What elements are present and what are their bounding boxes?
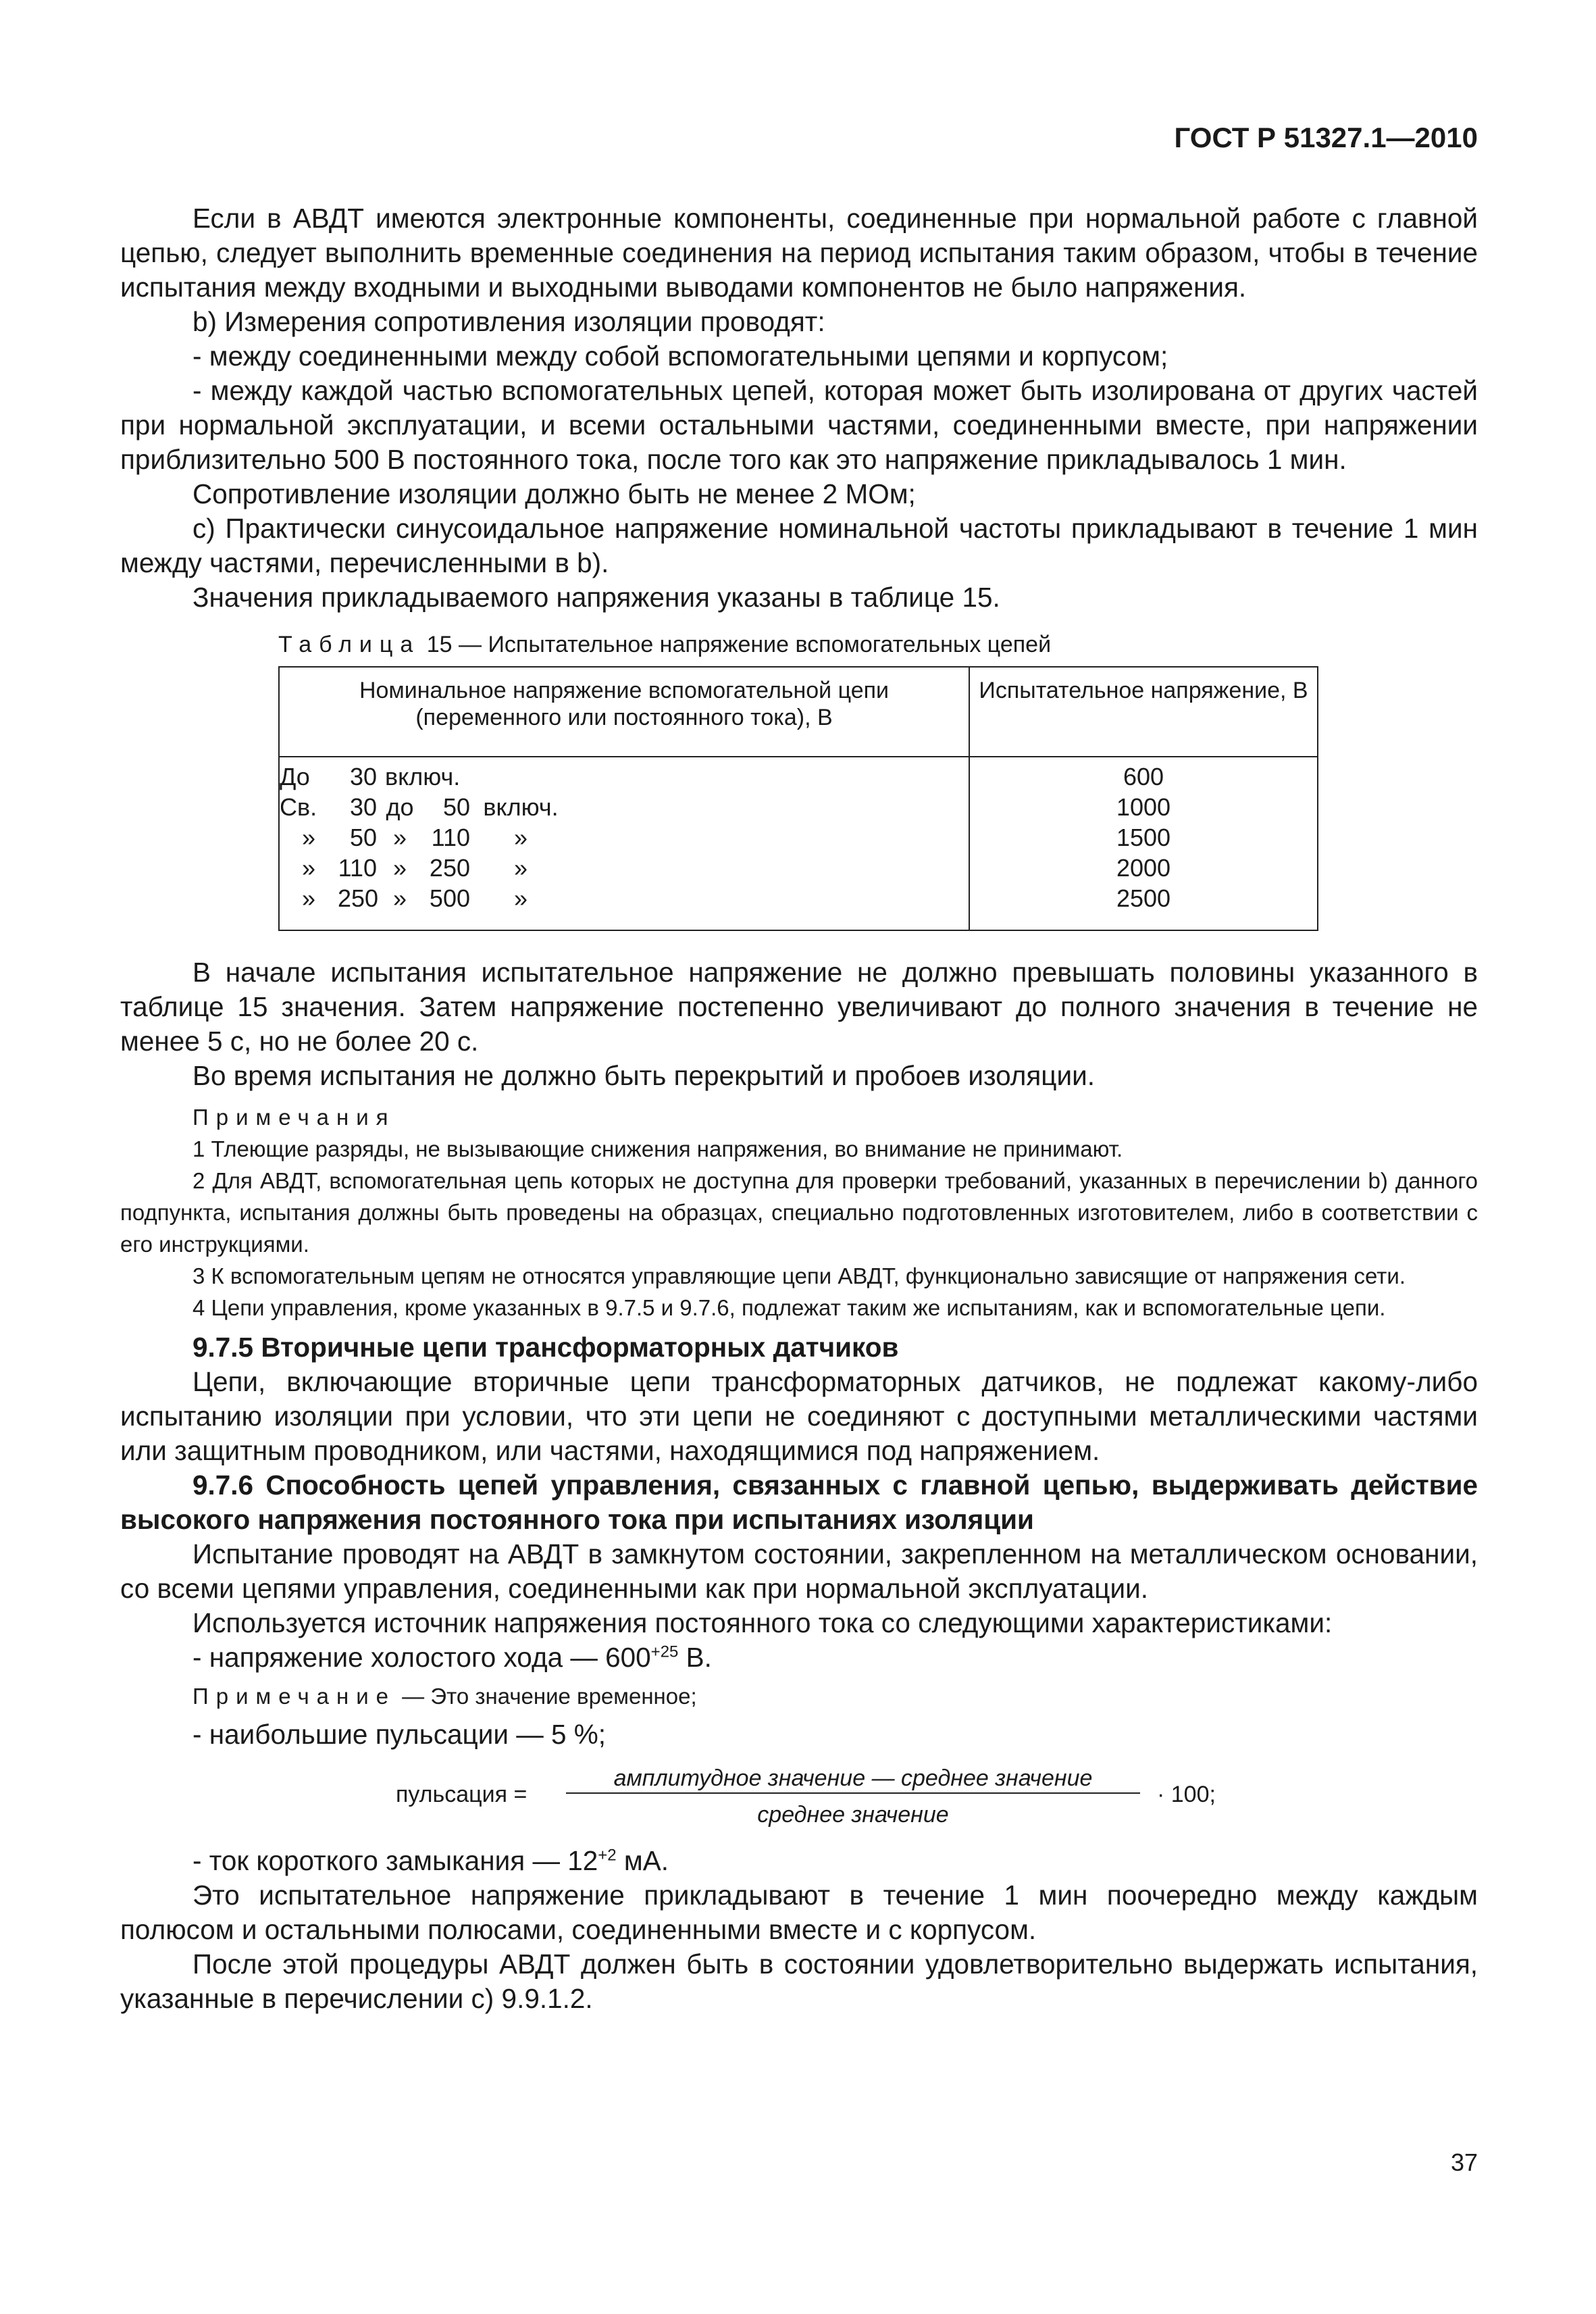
superscript: +25 (650, 1642, 679, 1661)
cell: 2500 (1116, 884, 1171, 912)
paragraph: c) Практически синусоидальное напряжение номинальной частоты прикладывают в течение 1 мин между частями, перечисленными в b). (120, 513, 1478, 578)
cell: 110 (431, 824, 470, 851)
cell: 600 (1123, 763, 1164, 790)
cell: 50 (349, 824, 377, 851)
paragraph: В начале испытания испытательное напряжение не должно превышать половины указанного в таблице 15 значения. Затем напряжение постепенно увеличивают до полного значения в течение не менее 5 с, но не более 20 с. (120, 957, 1478, 1057)
text: мА. (616, 1845, 669, 1876)
formula-multiplier: · 100; (1157, 1782, 1216, 1807)
table-header-nominal-voltage (279, 667, 969, 757)
table-caption-word: Таблица (278, 632, 421, 657)
cell: 1500 (1116, 824, 1171, 851)
cell: » (513, 884, 528, 912)
paragraph: Если в АВДТ имеются электронные компоненты, соединенные при нормальной работе с главной цепью, следует выполнить временные соединения на период испытания таким образом, чтобы в течение испытания между входными и выходными выводами компонентов не было напряжения. (120, 203, 1478, 303)
paragraph: Используется источник напряжения постоянного тока со следующими характеристиками: (192, 1607, 1333, 1638)
paragraph: - между соединенными между собой вспомогательными цепями и корпусом; (192, 341, 1168, 372)
cell: 110 (338, 854, 377, 882)
table-row (280, 853, 969, 883)
document-header: ГОСТ Р 51327.1—2010 (1174, 122, 1478, 153)
text: В. (678, 1642, 712, 1673)
paragraph: b) Измерения сопротивления изоляции проводят: (192, 306, 825, 337)
paragraph: Испытание проводят на АВДТ в замкнутом состоянии, закрепленном на металлическом основании, со всеми цепями управления, соединенными как при нормальной эксплуатации. (120, 1538, 1478, 1604)
paragraph: - между каждой частью вспомогательных цепей, которая может быть изолирована от других частей при нормальной эксплуатации, и всеми остальными частями, соединенными вместе, при напряжении приблизительно 500 В постоянного тока, после того как это напряжение прикладывалось 1 мин. (120, 375, 1478, 475)
cell: до (386, 793, 414, 821)
cell: Св. (280, 793, 317, 821)
note-word: Примечание (192, 1684, 396, 1709)
table-caption (120, 630, 1478, 659)
note-item: 3 К вспомогательным цепям не относятся управляющие цепи АВДТ, функционально зависящие от напряжения сети. (192, 1263, 1406, 1288)
table-header-row (279, 667, 1318, 757)
paragraph: Это испытательное напряжение прикладывают в течение 1 мин поочередно между каждым полюсом и остальными полюсами, соединенными вместе и с корпусом. (120, 1880, 1478, 1945)
notes-block (120, 1101, 1478, 1324)
cell: 250 (429, 854, 470, 882)
paragraph: Значения прикладываемого напряжения указаны в таблице 15. (192, 582, 1000, 613)
note-text: — Это значение временное; (396, 1684, 697, 1709)
table-row (280, 792, 969, 822)
cell: 2000 (1116, 854, 1171, 882)
paragraph: Во время испытания не должно быть перекрытий и пробоев изоляции. (192, 1060, 1095, 1091)
cell: » (301, 884, 316, 912)
cell: 1000 (1116, 793, 1171, 821)
cell: 250 (338, 884, 379, 912)
table-row (280, 822, 969, 853)
formula-denominator: среднее значение (757, 1802, 949, 1828)
paragraph (120, 1640, 1478, 1675)
section-heading: 9.7.6 Способность цепей управления, связанных с главной цепью, выдерживать действие высокого напряжения постоянного тока при испытаниях изоляции (120, 1469, 1478, 1535)
cell: 50 (442, 793, 470, 821)
paragraph: Цепи, включающие вторичные цепи трансформаторных датчиков, не подлежат какому-либо испытанию изоляции при условии, что эти цепи не соединяют с доступными металлическими частями или защитным проводником, или частями, находящимися под напряжением. (120, 1366, 1478, 1466)
cell: » (392, 824, 407, 851)
cell: 500 (429, 884, 470, 912)
cell: 30 (349, 793, 377, 821)
nominal-voltage-cell (279, 757, 969, 930)
paragraph: Сопротивление изоляции должно быть не менее 2 МОм; (192, 478, 916, 509)
paragraph (120, 1844, 1478, 1878)
text: - ток короткого замыкания — 12 (192, 1845, 598, 1876)
fraction-bar (566, 1792, 1140, 1794)
cell: » (301, 854, 316, 882)
document-page (120, 0, 1478, 2314)
cell: » (392, 884, 407, 912)
table-body-row (279, 757, 1318, 930)
cell: » (392, 854, 407, 882)
section-heading: 9.7.5 Вторичные цепи трансформаторных датчиков (192, 1332, 899, 1363)
cell: » (513, 854, 528, 882)
table-row (280, 761, 969, 792)
header-line: (переменного или постоянного тока), В (415, 705, 833, 730)
note (120, 1679, 1478, 1713)
formula-numerator: амплитудное значение — среднее значение (613, 1765, 1093, 1791)
note-item: 1 Тлеющие разряды, не вызывающие снижения напряжения, во внимание не принимают. (192, 1136, 1123, 1161)
header-line: Номинальное напряжение вспомогательной цепи (359, 678, 890, 703)
body-text (120, 201, 1478, 2016)
text: - напряжение холостого хода — 600 (192, 1642, 651, 1673)
note-item: 4 Цепи управления, кроме указанных в 9.7.5 и 9.7.6, подлежат таким же испытаниям, как и вспомогательные цепи. (192, 1295, 1386, 1320)
notes-title: Примечания (192, 1105, 396, 1130)
paragraph: После этой процедуры АВДТ должен быть в состоянии удовлетворительно выдержать испытания, указанные в перечислении c) 9.9.1.2. (120, 1948, 1478, 2014)
cell: » (301, 824, 316, 851)
cell: 30 (349, 763, 377, 790)
superscript: +2 (598, 1846, 617, 1865)
note-item: 2 Для АВДТ, вспомогательная цепь которых не доступна для проверки требований, указанных в перечислении b) данного подпункта, испытания должны быть проведены на образцах, специально подготовленных изготовителем, либо в соответствии с его инструкциями. (120, 1168, 1478, 1257)
page-number: 37 (1450, 2148, 1478, 2176)
test-voltage-table (278, 666, 1318, 931)
cell: » (513, 824, 528, 851)
cell: включ. (385, 763, 461, 790)
table-row (280, 883, 969, 913)
table-header-test-voltage: Испытательное напряжение, В (969, 667, 1318, 757)
paragraph: - наибольшие пульсации — 5 %; (192, 1719, 606, 1750)
test-voltage-cell (969, 757, 1318, 930)
ripple-formula (120, 1761, 1478, 1837)
formula-label: пульсация = (396, 1782, 527, 1807)
cell: включ. (483, 793, 559, 821)
cell: До (280, 763, 310, 790)
table-caption-text: 15 — Испытательное напряжение вспомогательных цепей (420, 632, 1052, 657)
